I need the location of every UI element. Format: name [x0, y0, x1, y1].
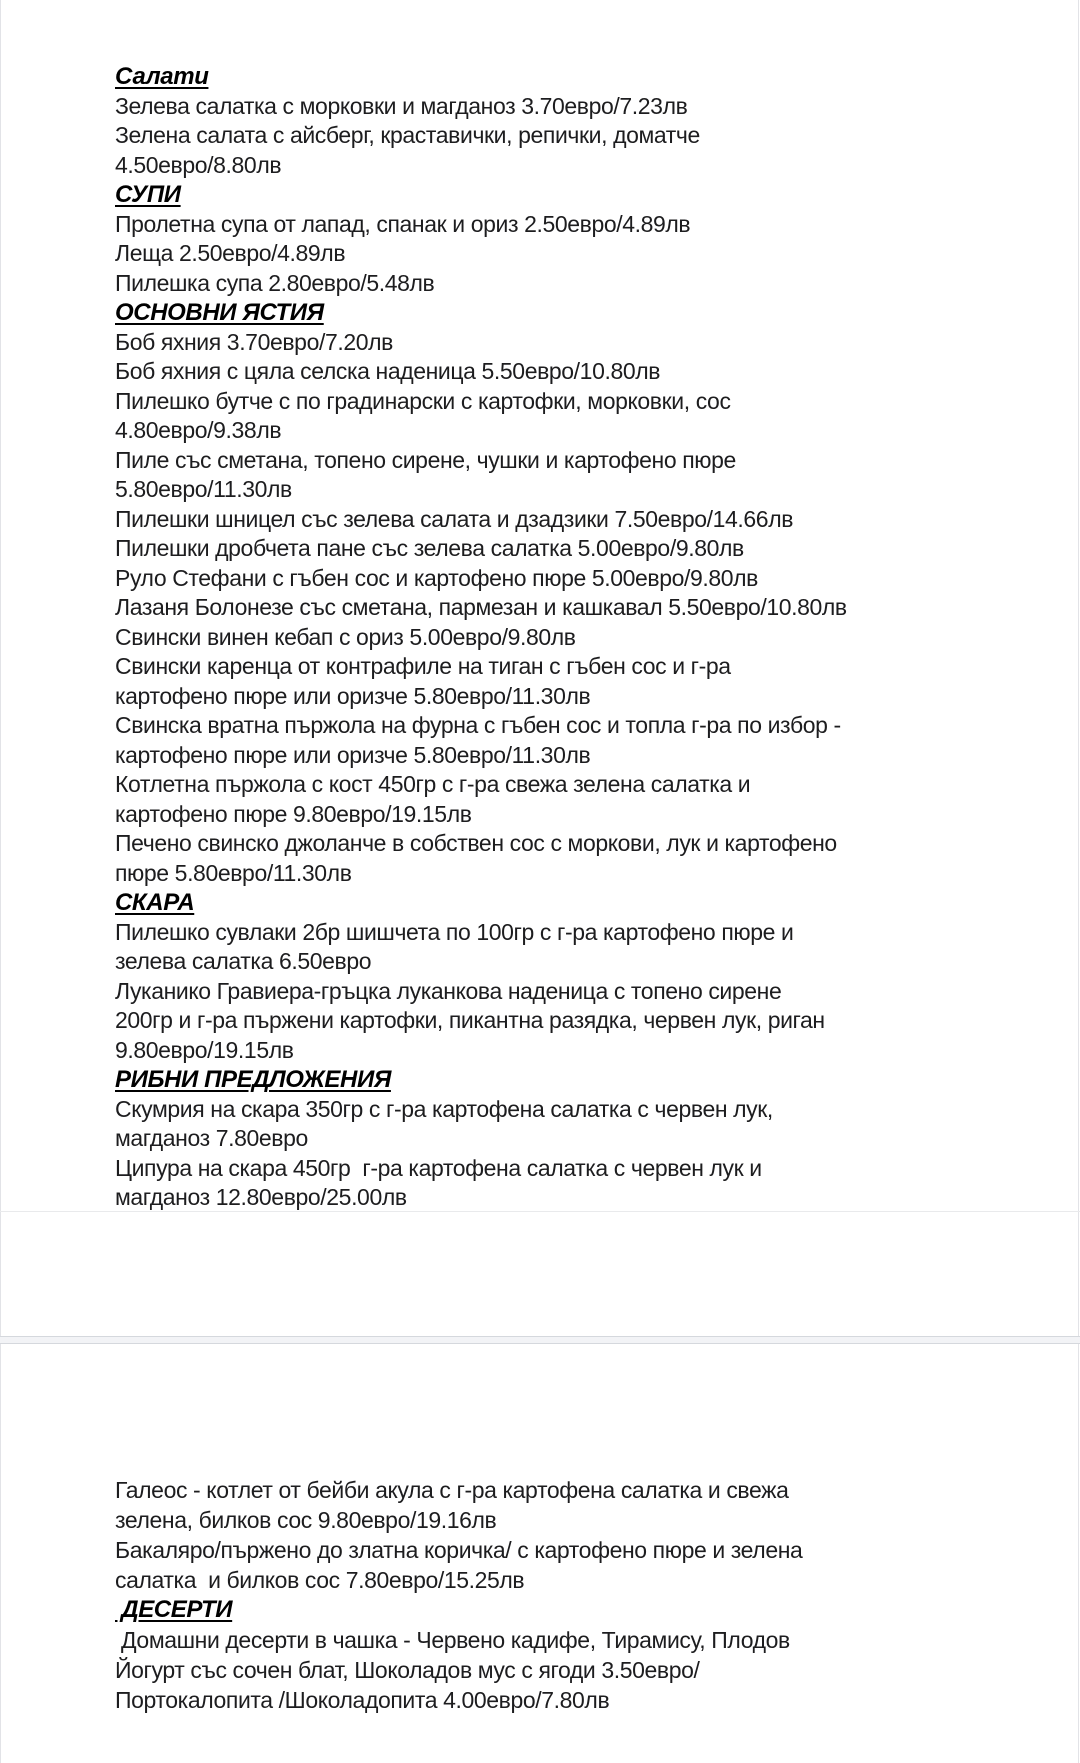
- menu-section-header: Салати: [115, 63, 209, 90]
- menu-item-line: Пилешки шницел със зелева салата и дзадзики 7.50евро/14.66лв: [115, 505, 794, 532]
- menu-item-line: 200гр и г-ра пържени картофки, пикантна разядка, червен лук, риган: [115, 1007, 825, 1033]
- menu-item-line: Свински винен кебап с ориз 5.00евро/9.80лв: [115, 623, 576, 650]
- menu-item-line: 4.50евро/8.80лв: [115, 151, 282, 178]
- menu-item-line: магданоз 7.80евро: [115, 1125, 308, 1151]
- page-1-bottom-border: [0, 1211, 1080, 1212]
- page-right-edge-line: [1078, 0, 1079, 1763]
- menu-item-line: Печено свинско джоланче в собствен сос с моркови, лук и картофено: [115, 830, 837, 856]
- menu-item-line: Галеос - котлет от бейби акула с г-ра картофена салатка и свежа: [115, 1477, 789, 1503]
- menu-item-line: Боб яхния с цяла селска наденица 5.50евро/10.80лв: [115, 358, 661, 384]
- menu-section-header: СУПИ: [115, 181, 181, 208]
- menu-item-line: Домашни десерти в чашка - Червено кадифе, Тирамису, Плодов: [115, 1627, 790, 1653]
- menu-item-line: Портокалопита /Шоколадопита 4.00евро/7.80лв: [115, 1687, 610, 1713]
- menu-item-line: Йогурт със сочен блат, Шоколадов мус с ягоди 3.50евро/: [115, 1657, 700, 1683]
- menu-item-line: Пилешки дробчета пане със зелева салатка 5.00евро/9.80лв: [115, 535, 744, 561]
- menu-item-line: Свински каренца от контрафиле на тиган с гъбен сос и г-ра: [115, 653, 731, 679]
- menu-section-header: ОСНОВНИ ЯСТИЯ: [115, 299, 324, 326]
- menu-item-line: пюре 5.80евро/11.30лв: [115, 859, 352, 886]
- menu-item-line: Ципура на скара 450гр г-ра картофена салатка с червен лук и: [115, 1154, 762, 1181]
- menu-section-header: РИБНИ ПРЕДЛОЖЕНИЯ: [115, 1066, 391, 1093]
- menu-item-line: картофено пюре 9.80евро/19.15лв: [115, 800, 472, 827]
- menu-item-line: Луканико Гравиера-гръцка луканкова наденица с топено сирене: [115, 977, 782, 1004]
- menu-page-1-text: [115, 62, 1025, 1213]
- menu-item-line: Зелена салата с айсберг, краставички, репички, доматче: [115, 122, 700, 148]
- menu-item-line: Леща 2.50евро/4.89лв: [115, 240, 346, 266]
- page-separator: [0, 1336, 1080, 1344]
- menu-item-line: Котлетна пържола с кост 450гр с г-ра свежа зелена салатка и: [115, 771, 751, 797]
- menu-item-line: зелена, билков сос 9.80евро/19.16лв: [115, 1507, 497, 1533]
- menu-item-line: Руло Стефани с гъбен сос и картофено пюре 5.00евро/9.80лв: [115, 564, 758, 591]
- menu-item-line: Свинска вратна пържола на фурна с гъбен сос и топла г-ра по избор -: [115, 712, 841, 738]
- menu-item-line: зелева салатка 6.50евро: [115, 948, 372, 974]
- menu-item-line: Зелева салатка с морковки и магданоз 3.70евро/7.23лв: [115, 92, 688, 119]
- menu-page-2-text: [115, 1475, 1025, 1715]
- menu-item-line: 4.80евро/9.38лв: [115, 417, 282, 443]
- menu-item-line: Скумрия на скара 350гр с г-ра картофена салатка с червен лук,: [115, 1095, 773, 1122]
- menu-item-line: Пиле със сметана, топено сирене, чушки и картофено пюре: [115, 446, 736, 473]
- menu-item-line: салатка и билков сос 7.80евро/15.25лв: [115, 1567, 525, 1593]
- menu-item-line: Пилешко бутче с по градинарски с картофки, морковки, сос: [115, 387, 731, 414]
- menu-item-line: Бакаляро/пържено до златна коричка/ с картофено пюре и зелена: [115, 1537, 803, 1563]
- menu-item-line: Пролетна супа от лапад, спанак и ориз 2.50евро/4.89лв: [115, 210, 691, 237]
- menu-item-line: картофено пюре или оризче 5.80евро/11.30лв: [115, 741, 591, 768]
- menu-item-line: магданоз 12.80евро/25.00лв: [115, 1184, 407, 1210]
- menu-item-line: картофено пюре или оризче 5.80евро/11.30лв: [115, 682, 591, 709]
- menu-item-line: 9.80евро/19.15лв: [115, 1036, 294, 1063]
- menu-item-line: Пилешко сувлаки 2бр шишчета по 100гр с г-ра картофено пюре и: [115, 918, 794, 945]
- menu-section-header: СКАРА: [115, 889, 195, 916]
- menu-item-line: Боб яхния 3.70евро/7.20лв: [115, 328, 393, 355]
- menu-item-line: Пилешка супа 2.80евро/5.48лв: [115, 269, 435, 296]
- menu-item-line: Лазаня Болонезе със сметана, пармезан и кашкавал 5.50евро/10.80лв: [115, 594, 847, 620]
- page-left-edge-line: [0, 0, 1, 1763]
- menu-item-line: 5.80евро/11.30лв: [115, 476, 292, 502]
- menu-section-header: ДЕСЕРТИ: [115, 1596, 233, 1623]
